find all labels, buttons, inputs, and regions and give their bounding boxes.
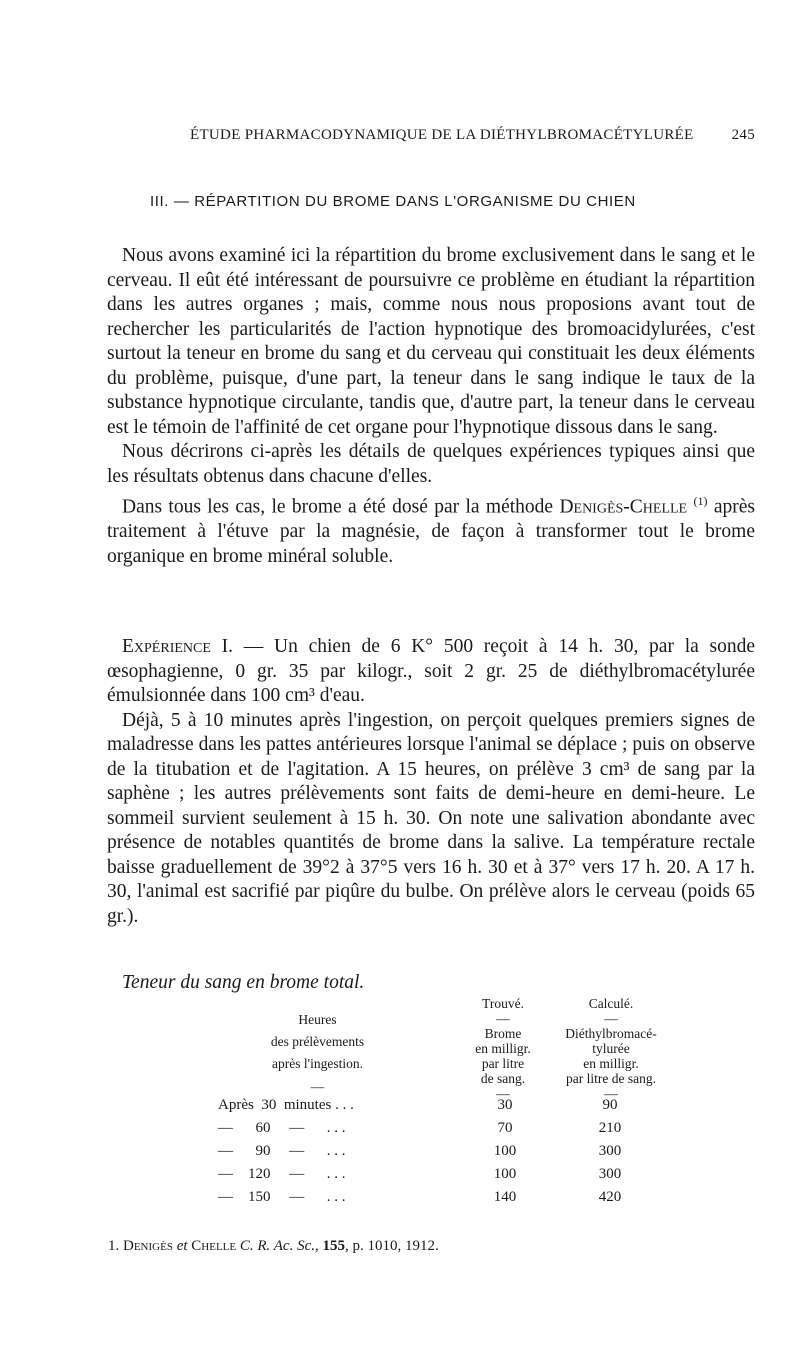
column-header-calculated — [550, 996, 672, 1101]
header-line: des prélèvements — [270, 1034, 365, 1049]
table-row — [0, 1120, 800, 1142]
row-found: 100 — [493, 1166, 517, 1182]
paragraph-text: après traitement à l'étuve par la magnésie, de façon à transformer tout le brome organique en brome minéral soluble. — [107, 496, 755, 567]
page-number: 245 — [731, 127, 755, 143]
table-row — [0, 1143, 800, 1165]
row-label: — 90 — . . . — [218, 1143, 346, 1159]
header-title: Trouvé. — [482, 996, 524, 1011]
header-line: en milligr. — [583, 1056, 639, 1071]
header-dash: — — [496, 1011, 510, 1026]
header-dash: — — [604, 1086, 618, 1101]
header-line: tylurée — [592, 1041, 630, 1056]
table-row — [0, 1189, 800, 1211]
header-line: après l'ingestion. — [272, 1056, 363, 1071]
footnote-number: 1. — [108, 1238, 120, 1254]
row-label: — 120 — . . . — [218, 1166, 346, 1182]
header-dash: — — [310, 1079, 325, 1094]
row-found: 140 — [493, 1189, 517, 1205]
experiment-label: Expérience I. — [122, 636, 234, 657]
row-label: — 150 — . . . — [218, 1189, 346, 1205]
paragraph — [107, 635, 755, 709]
row-found: 100 — [493, 1143, 517, 1159]
row-calculated: 420 — [598, 1189, 622, 1205]
paragraph — [107, 489, 755, 569]
paragraph-text: Dans tous les cas, le brome a été dosé par la méthode — [122, 496, 560, 518]
footnote-pages: , p. 1010, 1912. — [344, 1238, 439, 1254]
header-title: Calculé. — [588, 996, 634, 1011]
row-label: — 60 — . . . — [218, 1120, 346, 1136]
body-text — [107, 244, 755, 569]
header-line: Diéthylbromacé- — [565, 1026, 657, 1041]
header-dash: — — [604, 1011, 618, 1026]
footnote — [108, 1238, 439, 1255]
paragraph: Déjà, 5 à 10 minutes après l'ingestion, on perçoit quelques premiers signes de maladresse dans les pattes antérieures lorsque l'animal se déplace ; puis on observe de la titubation et de l'agitation. A 15 heures, on prélève 3 cm³ de sang par la saphène ; les autres prélèvements sont faits de demi-heure en demi-heure. Le sommeil survient seulement à 15 h. 30. On note une salivation abondante avec présence de notables quantités de brome dans la salive. La température rectale baisse graduellement de 39°2 à 37°5 vers 16 h. 30 et à 37° vers 17 h. 20. A 17 h. 30, l'animal est sacrifié par piqûre du bulbe. On prélève alors le cerveau (poids 65 gr.). — [107, 709, 755, 927]
row-found: 70 — [497, 1120, 513, 1136]
column-header-hours — [235, 1012, 400, 1094]
experiment-text — [107, 635, 755, 929]
header-line: de sang. — [480, 1071, 526, 1086]
footnote-reference: (1) — [693, 494, 708, 508]
table-caption: Teneur du sang en brome total. — [122, 972, 365, 993]
paragraph-text: — Un chien de 6 K° 500 reçoit à 14 h. 30, par la sonde œsophagienne, 0 gr. 35 par kilogr., soit 2 gr. 25 de diéthylbromacétylurée émulsionnée dans 100 cm³ d'eau. — [107, 636, 756, 706]
header-dash: — — [496, 1086, 510, 1101]
paragraph: Nous décrirons ci-après les détails de quelques expériences typiques ainsi que les résultats obtenus dans chacune d'elles. — [107, 441, 755, 487]
row-calculated: 90 — [602, 1097, 618, 1113]
header-line: Brome — [484, 1026, 522, 1041]
row-calculated: 210 — [598, 1120, 622, 1136]
row-calculated: 300 — [598, 1143, 622, 1159]
footnote-author: Denigès — [123, 1238, 173, 1254]
paragraph: Nous avons examiné ici la répartition du brome exclusivement dans le sang et le cerveau. Il eût été intéressant de poursuivre ce problème en étudiant la répartition dans les autres organes ; mais, comme nous nous proposions avant tout de rechercher les particularités de l'action hypnotique des bromoacidylurées, c'est surtout la teneur en brome du sang et du cerveau qui constituait les deux éléments du problème, puisque, d'une part, la teneur dans le sang indique le taux de la substance hypnotique circulante, tandis que, d'autre part, la teneur dans le cerveau est le témoin de l'affinité de cet organe pour l'hypnotique dissous dans le sang. — [107, 245, 755, 438]
running-title: ÉTUDE PHARMACODYNAMIQUE DE LA DIÉTHYLBROMACÉTYLURÉE — [190, 127, 694, 143]
header-line: par litre — [481, 1056, 525, 1071]
row-calculated: 300 — [598, 1166, 622, 1182]
footnote-conjunction: et — [172, 1238, 192, 1254]
header-line: par litre de sang. — [566, 1071, 656, 1086]
column-header-found — [458, 996, 548, 1101]
header-line: Heures — [298, 1012, 337, 1027]
footnote-author: Chelle — [191, 1238, 237, 1254]
header-line: en milligr. — [475, 1041, 531, 1056]
row-found: 30 — [497, 1097, 513, 1113]
method-name: Denigès-Chelle — [559, 496, 688, 518]
row-label: Après 30 minutes . . . — [218, 1097, 354, 1113]
footnote-volume: 155 — [322, 1238, 345, 1254]
section-title: III. — RÉPARTITION DU BROME DANS L'ORGANISME DU CHIEN — [150, 193, 636, 210]
footnote-journal: C. R. Ac. Sc., — [236, 1238, 323, 1254]
table-row — [0, 1097, 800, 1119]
table-row — [0, 1166, 800, 1188]
